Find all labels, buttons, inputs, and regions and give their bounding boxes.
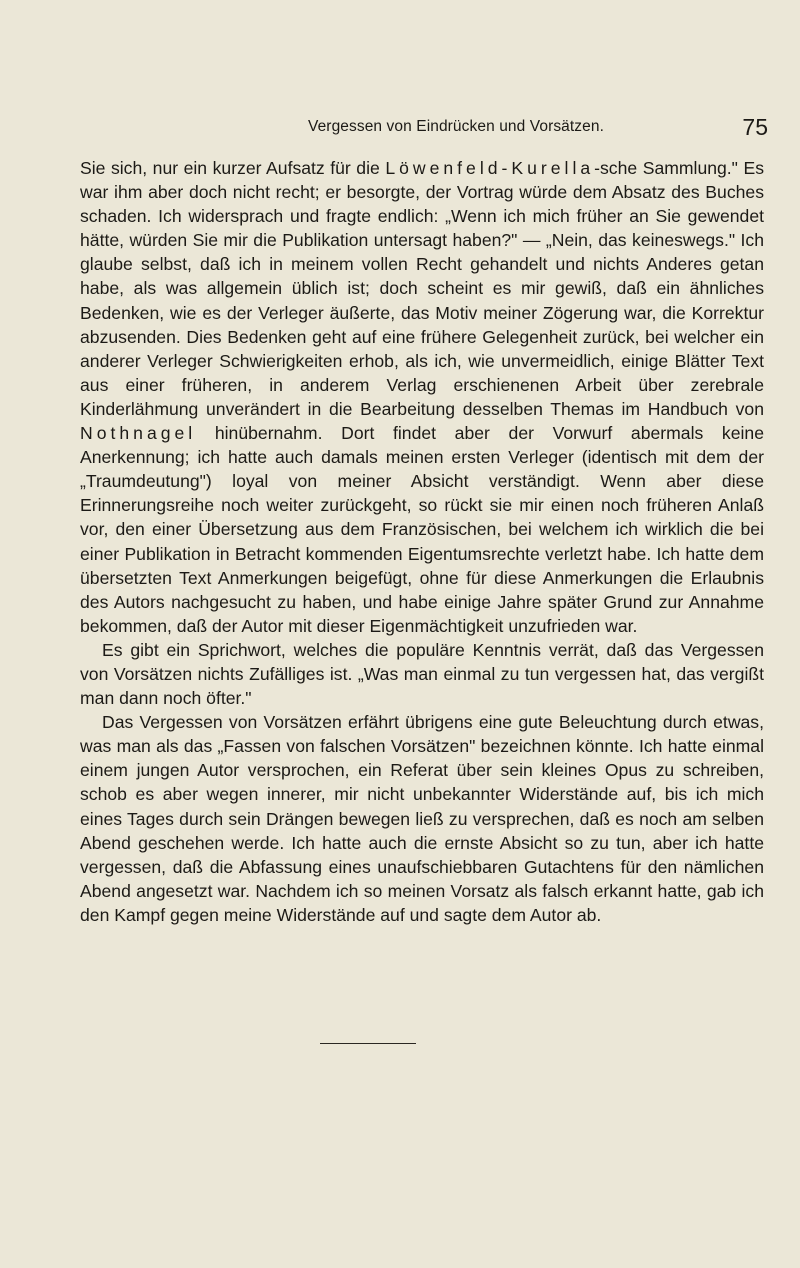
paragraph: Es gibt ein Sprichwort, welches die populäre Kenntnis verrät, daß das Vergessen von Vorsätzen nichts Zufälliges ist. „Was man einmal zu tun vergessen hat, das vergißt man dann noch öfter."	[80, 639, 764, 709]
spaced-name: Nothnagel	[80, 423, 197, 444]
text-run: -sche Sammlung." Es war ihm aber doch nicht recht; er besorgte, der Vortrag würde dem Absatz des Buches schaden. Ich widersprach und fragte endlich: „Wenn ich mich früher an Sie gewendet hätte, würden Sie mir die Publikation untersagt haben?" — „Nein, das keineswegs." Ich glaube selbst, daß ich in meinem vollen Recht gehandelt und nichts Anderes getan habe, als was allgemein üblich ist; doch scheint es mir gewiß, daß ein ähnliches Bedenken, wie es der Verleger äußerte, das Motiv meiner Zögerung war, die Korrektur abzusenden. Dies Bedenken geht auf eine frühere Gelegenheit zurück, bei welcher ein anderer Verleger Schwierigkeiten erhob, als ich, wie unvermeidlich, einige Blätter Text aus einer früheren, in anderem Verlag erschienenen Arbeit über zerebrale Kinderlähmung unverändert in die Bearbeitung desselben Themas im Handbuch von	[80, 158, 764, 419]
page-number: 75	[742, 114, 768, 140]
body-text	[80, 156, 764, 927]
running-head: Vergessen von Eindrücken und Vorsätzen.	[308, 118, 605, 135]
page-header	[72, 114, 768, 148]
paragraph: Das Vergessen von Vorsätzen erfährt übrigens eine gute Beleuchtung durch etwas, was man als das „Fassen von falschen Vorsätzen" bezeichnen könnte. Ich hatte einmal einem jungen Autor versprochen, ein Referat über sein kleines Opus zu schreiben, schob es aber wegen innerer, mir nicht unbekannter Widerstände auf, bis ich mich eines Tages durch sein Drängen bewegen ließ zu versprechen, daß es noch am selben Abend geschehen werde. Ich hatte auch die ernste Absicht so zu tun, aber ich hatte vergessen, daß die Abfassung eines unaufschiebbaren Gutachtens für den nämlichen Abend angesetzt war. Nachdem ich so meinen Vorsatz als falsch erkannt hatte, gab ich den Kampf gegen meine Widerstände auf und sagte dem Autor ab.	[80, 712, 764, 925]
end-rule	[320, 1043, 416, 1044]
text-run: hinübernahm. Dort findet aber der Vorwurf abermals keine Anerkennung; ich hatte auch damals meinen ersten Verleger (identisch mit dem der „Traumdeutung") loyal von meiner Absicht verständigt. Wenn aber diese Erinnerungsreihe noch weiter zurückgeht, so rückt sie mir einen noch früheren Anlaß vor, den einer Übersetzung aus dem Französischen, bei welchem ich wirklich die bei einer Publikation in Betracht kommenden Eigentumsrechte verletzt habe. Ich hatte dem übersetzten Text Anmerkungen beigefügt, ohne für diese Anmerkungen die Erlaubnis des Autors nachgesucht zu haben, und habe einige Jahre später Grund zur Annahme bekommen, daß der Autor mit dieser Eigenmächtigkeit unzufrieden war.	[80, 423, 764, 636]
paragraph	[80, 156, 764, 638]
spaced-name: Löwenfeld-Kurella	[385, 158, 595, 178]
text-run: Sie sich, nur ein kurzer Aufsatz für die	[80, 158, 386, 178]
